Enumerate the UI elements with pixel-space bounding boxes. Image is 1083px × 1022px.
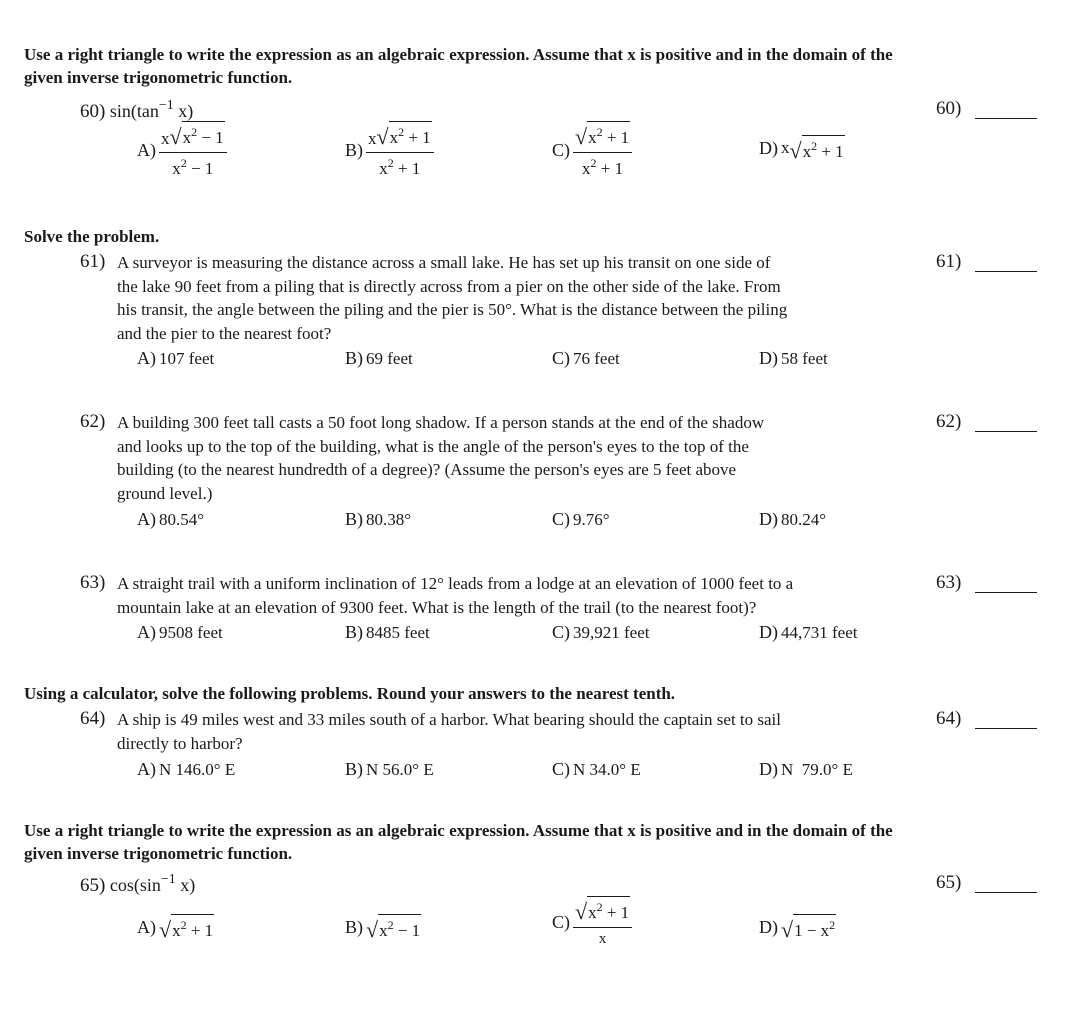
option-label: C) xyxy=(552,911,570,932)
exponent: 2 xyxy=(398,125,405,139)
option-label: D) xyxy=(759,916,778,937)
section-instruction-2: Solve the problem. xyxy=(24,227,160,246)
option-label: C) xyxy=(552,622,570,642)
option-65-a[interactable]: A) √ $x^2 + 1$ xyxy=(137,914,214,940)
expression-part: x) xyxy=(173,101,194,121)
option-label: B) xyxy=(345,139,363,160)
option-61-b[interactable] xyxy=(345,348,413,369)
expression-part: x) xyxy=(175,875,196,895)
option-60-d[interactable]: D) x √ $x^2 + 1$ xyxy=(759,135,845,161)
question-number-64: 64) xyxy=(80,708,106,729)
option-text: 107 feet xyxy=(159,348,215,368)
question-line: ground level.) xyxy=(117,483,213,503)
factor: x xyxy=(161,129,170,148)
option-60-b[interactable] xyxy=(345,121,434,179)
option-label: D) xyxy=(759,348,778,368)
fraction: x √ $x^2 - 1$ $x^2 - 1$ xyxy=(159,121,227,179)
question-line: building (to the nearest hundredth of a degree)? (Assume the person's eyes are 5 feet above xyxy=(117,460,737,479)
option-label: B) xyxy=(345,916,363,937)
radicand: x xyxy=(172,921,181,940)
option-text: 8485 feet xyxy=(366,622,430,642)
question-line: his transit, the angle between the piling and the pier is 50°. What is the distance between the piling xyxy=(117,300,788,319)
option-text: 9508 feet xyxy=(159,622,223,642)
exponent: 2 xyxy=(590,156,597,170)
denominator: x xyxy=(582,159,591,178)
option-label: A) xyxy=(137,348,156,368)
factor: x xyxy=(781,138,790,157)
fraction: √ $x^2 + 1$ $x^2 + 1$ xyxy=(573,121,632,179)
radicand-rest: + 1 xyxy=(602,903,630,922)
answer-blank-64[interactable] xyxy=(975,728,1037,729)
answer-label-64: 64) xyxy=(936,708,962,729)
radicand: x xyxy=(182,128,192,147)
answer-label-63: 63) xyxy=(936,572,962,593)
option-64-a[interactable] xyxy=(137,759,235,780)
option-65-b[interactable]: B) √ $x^2 - 1$ xyxy=(345,914,421,940)
exponent: 2 xyxy=(829,918,836,932)
question-64-text xyxy=(117,708,781,755)
denominator-rest: + 1 xyxy=(393,159,421,178)
option-label: D) xyxy=(759,137,778,158)
radicand: x xyxy=(389,128,399,147)
answer-label-60: 60) xyxy=(936,98,962,119)
option-text: 76 feet xyxy=(573,348,620,368)
option-62-d[interactable] xyxy=(759,509,826,530)
option-text: 9.76° xyxy=(573,509,610,529)
option-text: N 79.0° E xyxy=(781,759,853,779)
expression-superscript: −1 xyxy=(160,872,176,887)
option-64-c[interactable] xyxy=(552,759,641,780)
question-number: 65) xyxy=(80,875,106,896)
exponent: 2 xyxy=(596,125,603,139)
expression-superscript: −1 xyxy=(158,98,174,113)
option-label: A) xyxy=(137,622,156,642)
option-62-b[interactable] xyxy=(345,509,411,530)
question-number: 60) xyxy=(80,101,106,122)
section-instruction-1 xyxy=(24,43,893,89)
option-62-a[interactable] xyxy=(137,509,204,530)
option-label: C) xyxy=(552,348,570,368)
option-text: 80.54° xyxy=(159,509,205,529)
exponent: 2 xyxy=(811,139,818,153)
denominator: x xyxy=(598,931,607,947)
exponent: 2 xyxy=(596,900,603,914)
option-label: A) xyxy=(137,139,156,160)
answer-blank-62[interactable] xyxy=(975,431,1037,432)
radicand: x xyxy=(379,921,388,940)
option-label: C) xyxy=(552,139,570,160)
option-62-c[interactable] xyxy=(552,509,610,530)
option-61-a[interactable] xyxy=(137,348,214,369)
question-line: and the pier to the nearest foot? xyxy=(117,323,332,343)
option-label: D) xyxy=(759,509,778,529)
option-64-d[interactable] xyxy=(759,759,853,780)
option-text: N 34.0° E xyxy=(573,759,641,779)
option-text: 58 feet xyxy=(781,348,828,368)
option-63-b[interactable] xyxy=(345,622,430,643)
option-label: B) xyxy=(345,759,363,779)
fraction: x √ $x^2 + 1$ $x^2 + 1$ xyxy=(366,121,434,179)
expression-part: cos(sin xyxy=(109,875,161,895)
expression-part: sin(tan xyxy=(109,101,159,121)
radicand: x xyxy=(588,903,597,922)
answer-blank-61[interactable] xyxy=(975,271,1037,272)
option-label: C) xyxy=(552,759,570,779)
exponent: 2 xyxy=(180,156,187,170)
instruction-line: Use a right triangle to write the expression as an algebraic expression. Assume that x is positive and in the domain of the xyxy=(24,821,893,840)
denominator-rest: + 1 xyxy=(596,159,624,178)
question-62-text xyxy=(117,411,764,505)
radicand-rest: + 1 xyxy=(186,921,214,940)
section-instruction-4 xyxy=(24,819,893,865)
option-text: 44,731 feet xyxy=(781,622,858,642)
radicand-rest: + 1 xyxy=(817,142,844,161)
radicand: x xyxy=(588,128,597,147)
option-61-c[interactable] xyxy=(552,348,620,369)
option-61-d[interactable] xyxy=(759,348,828,369)
question-line: directly to harbor? xyxy=(117,733,243,753)
radicand-rest: + 1 xyxy=(602,128,630,147)
option-65-d[interactable]: D) √ $1 - x^2$ xyxy=(759,914,836,940)
denominator: x xyxy=(172,159,181,178)
radicand-rest: + 1 xyxy=(404,128,431,147)
exponent: 2 xyxy=(387,918,394,932)
option-text: N 146.0° E xyxy=(159,759,236,779)
option-text: N 56.0° E xyxy=(366,759,434,779)
instruction-line: given inverse trigonometric function. xyxy=(24,844,293,863)
factor: x xyxy=(368,129,377,148)
option-label: C) xyxy=(552,509,570,529)
question-line: the lake 90 feet from a piling that is directly across from a pier on the other side of the lake. From xyxy=(117,276,781,296)
radicand: 1 − x xyxy=(794,921,830,940)
question-line: and looks up to the top of the building, what is the angle of the person's eyes to the top of the xyxy=(117,436,749,456)
question-line: A straight trail with a uniform inclination of 12° leads from a lodge at an elevation of 1000 feet to a xyxy=(117,574,794,593)
option-label: B) xyxy=(345,622,363,642)
question-number-62: 62) xyxy=(80,411,106,432)
option-63-c[interactable] xyxy=(552,622,649,643)
question-60-stem xyxy=(80,98,193,123)
instruction-line: given inverse trigonometric function. xyxy=(24,68,293,87)
answer-label-65: 65) xyxy=(936,872,962,893)
exponent: 2 xyxy=(387,156,394,170)
question-63-text xyxy=(117,572,793,619)
exponent: 2 xyxy=(191,125,198,139)
answer-label-61: 61) xyxy=(936,251,962,272)
question-line: A building 300 feet tall casts a 50 foot long shadow. If a person stands at the end of the shadow xyxy=(117,413,765,432)
question-61-text xyxy=(117,251,787,345)
radicand-rest: − 1 xyxy=(393,921,421,940)
section-instruction-3: Using a calculator, solve the following problems. Round your answers to the nearest tenth. xyxy=(24,684,676,703)
answer-label-62: 62) xyxy=(936,411,962,432)
option-text: 69 feet xyxy=(366,348,413,368)
answer-blank-65[interactable] xyxy=(975,892,1037,893)
option-label: B) xyxy=(345,348,363,368)
exponent: 2 xyxy=(180,918,187,932)
denominator: x xyxy=(379,159,388,178)
option-text: 80.38° xyxy=(366,509,412,529)
question-line: mountain lake at an elevation of 9300 feet. What is the length of the trail (to the nearest foot)? xyxy=(117,597,757,617)
option-text: 39,921 feet xyxy=(573,622,650,642)
question-line: A ship is 49 miles west and 33 miles south of a harbor. What bearing should the captain set to sail xyxy=(117,710,781,729)
option-65-c[interactable] xyxy=(552,896,632,948)
radicand: x xyxy=(802,142,812,161)
option-label: B) xyxy=(345,509,363,529)
question-line: A surveyor is measuring the distance across a small lake. He has set up his transit on one side of xyxy=(117,253,771,272)
option-label: A) xyxy=(137,509,156,529)
radicand-rest: − 1 xyxy=(197,128,224,147)
answer-blank-63[interactable] xyxy=(975,592,1037,593)
option-label: D) xyxy=(759,759,778,779)
option-60-c[interactable] xyxy=(552,121,632,179)
option-64-b[interactable] xyxy=(345,759,434,780)
fraction: √ $x^2 + 1$ x xyxy=(573,896,632,948)
denominator-rest: − 1 xyxy=(186,159,214,178)
option-label: D) xyxy=(759,622,778,642)
question-number-61: 61) xyxy=(80,251,106,272)
answer-blank-60[interactable] xyxy=(975,118,1037,119)
option-label: A) xyxy=(137,916,156,937)
instruction-line: Use a right triangle to write the expression as an algebraic expression. Assume that x is positive and in the domain of the xyxy=(24,45,893,64)
option-label: A) xyxy=(137,759,156,779)
option-63-d[interactable] xyxy=(759,622,857,643)
question-65-stem xyxy=(80,872,195,897)
question-number-63: 63) xyxy=(80,572,106,593)
option-60-a[interactable] xyxy=(137,121,227,179)
option-63-a[interactable] xyxy=(137,622,223,643)
option-text: 80.24° xyxy=(781,509,827,529)
